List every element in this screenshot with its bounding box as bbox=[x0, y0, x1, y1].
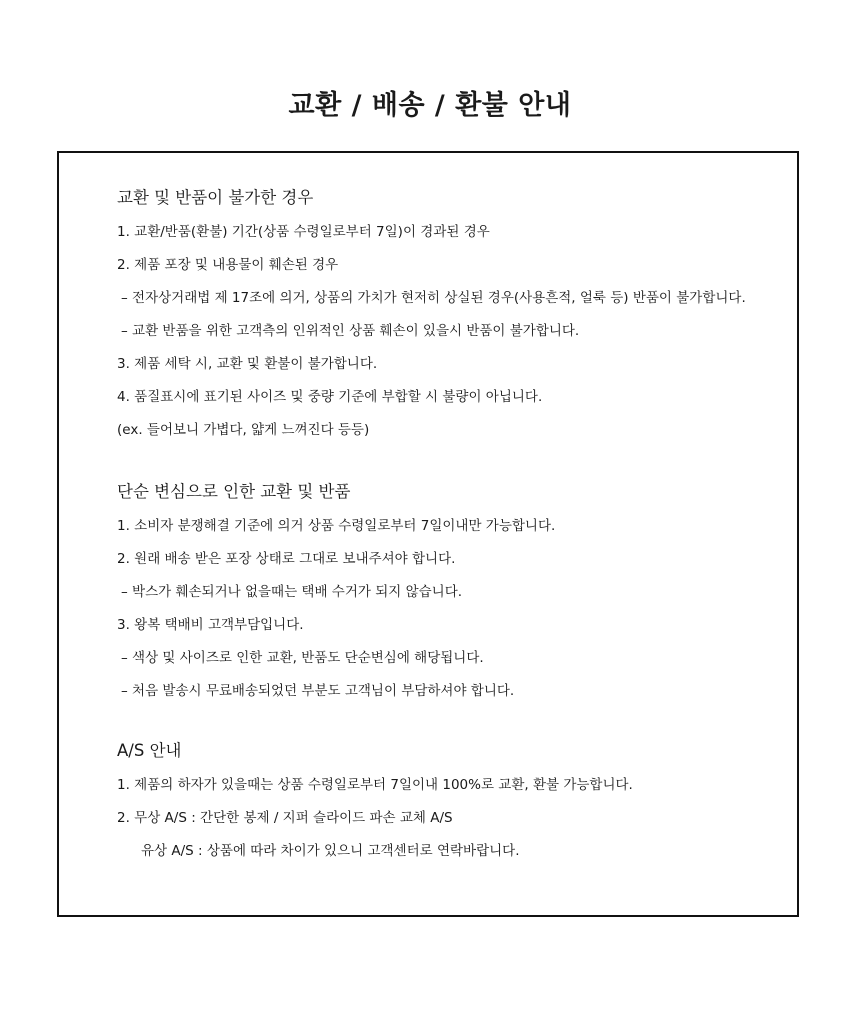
list-item: 3. 제품 세탁 시, 교환 및 환불이 불가합니다. bbox=[117, 356, 378, 372]
section-as-info bbox=[117, 738, 787, 862]
list-item: 3. 왕복 택배비 고객부담입니다. bbox=[117, 617, 304, 633]
section-heading: 교환 및 반품이 불가한 경우 bbox=[117, 188, 314, 207]
list-item: (ex. 들어보니 가볍다, 얇게 느껴진다 등등) bbox=[117, 422, 370, 438]
list-item: – 박스가 훼손되거나 없을때는 택배 수거가 되지 않습니다. bbox=[121, 584, 463, 600]
list-item: 2. 무상 A/S : 간단한 봉제 / 지퍼 슬라이드 파손 교체 A/S bbox=[117, 810, 453, 826]
page-title: 교환 / 배송 / 환불 안내 bbox=[288, 90, 572, 121]
list-item: 1. 교환/반품(환불) 기간(상품 수령일로부터 7일)이 경과된 경우 bbox=[117, 224, 490, 240]
list-item: 1. 소비자 분쟁해결 기준에 의거 상품 수령일로부터 7일이내만 가능합니다. bbox=[117, 518, 556, 534]
list-item: 1. 제품의 하자가 있을때는 상품 수령일로부터 7일이내 100%로 교환, 환불 가능합니다. bbox=[117, 777, 633, 793]
list-item: 2. 원래 배송 받은 포장 상태로 그대로 보내주셔야 합니다. bbox=[117, 551, 456, 567]
section-heading: A/S 안내 bbox=[117, 741, 182, 760]
notice-box bbox=[57, 151, 799, 917]
list-item: 유상 A/S : 상품에 따라 차이가 있으니 고객센터로 연락바랍니다. bbox=[141, 843, 520, 859]
section-change-of-mind bbox=[117, 479, 787, 702]
list-item: – 색상 및 사이즈로 인한 교환, 반품도 단순변심에 해당됩니다. bbox=[121, 650, 484, 666]
list-item: – 교환 반품을 위한 고객측의 인위적인 상품 훼손이 있을시 반품이 불가합니다. bbox=[121, 323, 580, 339]
section-heading: 단순 변심으로 인한 교환 및 반품 bbox=[117, 482, 351, 501]
section-non-returnable bbox=[117, 185, 787, 441]
list-item: 4. 품질표시에 표기된 사이즈 및 중량 기준에 부합할 시 불량이 아닙니다. bbox=[117, 389, 543, 405]
list-item: – 전자상거래법 제 17조에 의거, 상품의 가치가 현저히 상실된 경우(사용흔적, 얼룩 등) 반품이 불가합니다. bbox=[121, 290, 746, 306]
list-item: – 처음 발송시 무료배송되었던 부분도 고객님이 부담하셔야 합니다. bbox=[121, 683, 515, 699]
list-item: 2. 제품 포장 및 내용물이 훼손된 경우 bbox=[117, 257, 339, 273]
